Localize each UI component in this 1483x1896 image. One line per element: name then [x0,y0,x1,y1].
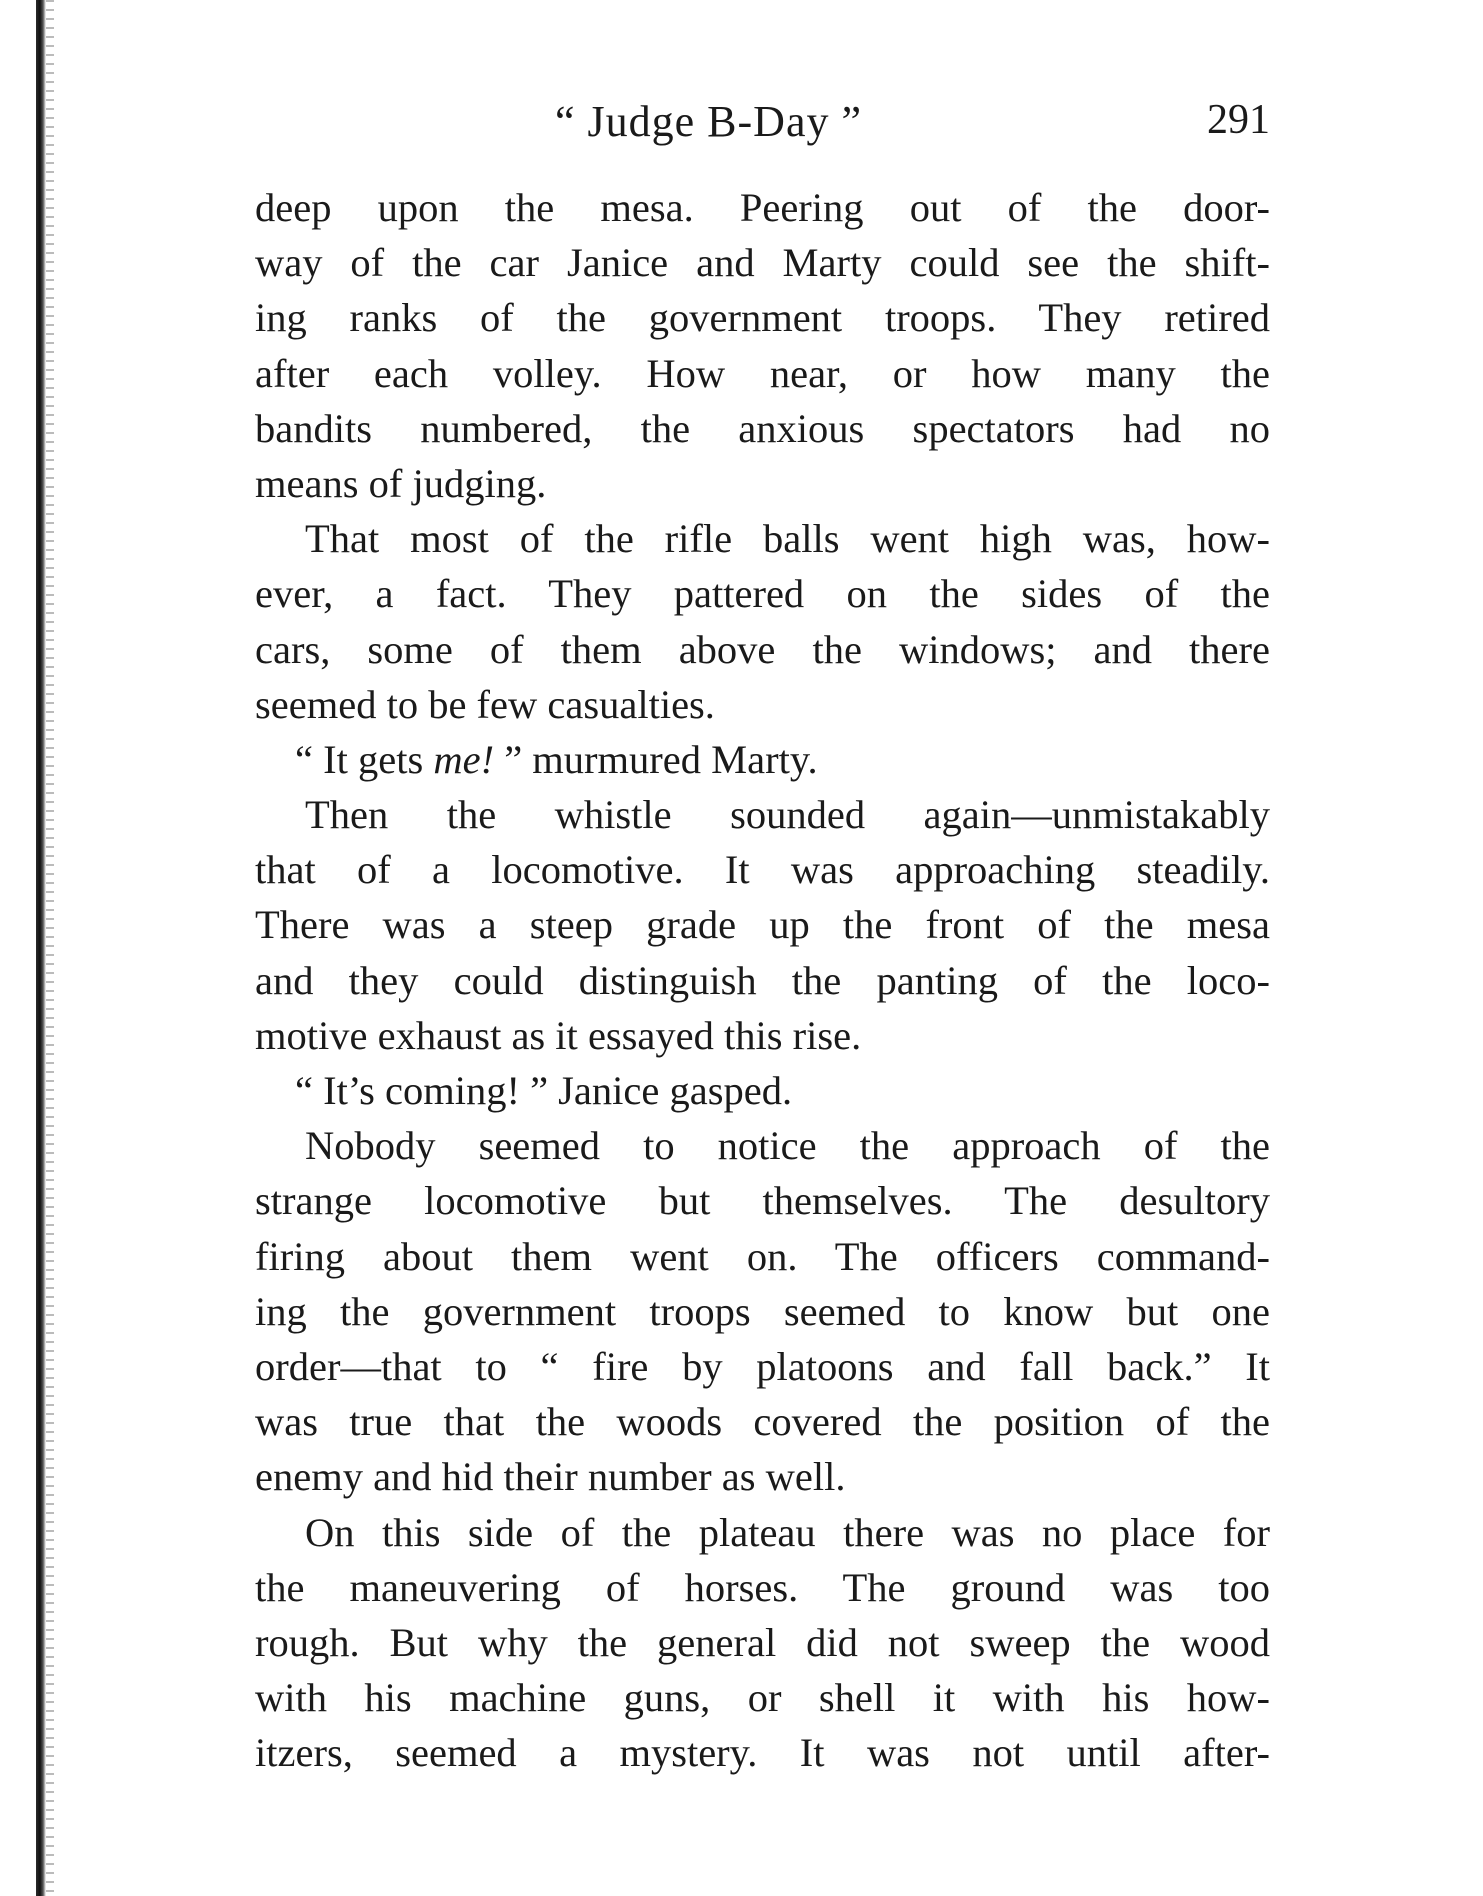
text-line: with his machine guns, or shell it with his how- [255,1675,1270,1721]
text-line: the maneuvering of horses. The ground was too [255,1564,1270,1610]
text-line: firing about them went on. The officers command- [255,1233,1270,1279]
text-line: bandits numbered, the anxious spectators had no [255,405,1270,451]
text-line: motive exhaust as it essayed this rise. [255,1012,862,1058]
text-line: enemy and hid their number as well. [255,1454,846,1500]
text-line: and they could distinguish the panting of the loco- [255,957,1270,1003]
text-line: On this side of the plateau there was no place for [305,1509,1270,1555]
text-line: deep upon the mesa. Peering out of the door- [255,185,1270,230]
text-line: that of a locomotive. It was approaching steadily. [255,847,1270,893]
text-line: was true that the woods covered the position of the [255,1399,1270,1445]
text-line: cars, some of them above the windows; and there [255,626,1270,672]
text-line: means of judging. [255,460,547,506]
text-line: way of the car Janice and Marty could see the shift- [255,240,1270,286]
text-line: There was a steep grade up the front of the mesa [255,902,1270,948]
text-line [255,732,1270,787]
text-line: Nobody seemed to notice the approach of the [305,1123,1270,1169]
quote-end: ” murmured Marty. [494,736,818,782]
text-line: after each volley. How near, or how many the [255,350,1270,396]
paragraph-4 [255,787,1270,1063]
text-line: That most of the rifle balls went high was, how- [305,516,1270,562]
page-binding-texture [46,0,54,1896]
text-line: “ It’s coming! ” Janice gasped. [295,1068,793,1113]
running-title: “ Judge B-Day ” [555,97,863,146]
quote-start: “ It gets [295,736,434,782]
text-line: strange locomotive but themselves. The desultory [255,1178,1270,1224]
emphasis-text: me! [433,736,495,782]
paragraph-3 [255,732,1270,787]
text-line: Then the whistle sounded again—unmistakably [305,792,1270,838]
text-line: seemed to be few casualties. [255,681,715,727]
text-line: ing the government troops seemed to know but one [255,1288,1270,1334]
page-header [255,96,1270,156]
paragraph-2 [255,511,1270,732]
paragraph-7 [255,1505,1270,1781]
text-line: itzers, seemed a mystery. It was not until after- [255,1730,1270,1776]
body-text [255,180,1270,1780]
text-line: rough. But why the general did not sweep the wood [255,1619,1270,1665]
page-number: 291 [1207,97,1270,143]
text-line: ever, a fact. They pattered on the sides of the [255,571,1270,617]
page-binding-edge [36,0,46,1896]
paragraph-5 [255,1063,1270,1118]
text-line: order—that to “ fire by platoons and fall back.” It [255,1343,1270,1389]
paragraph-1 [255,180,1270,511]
text-line: ing ranks of the government troops. They retired [255,295,1270,341]
paragraph-6 [255,1118,1270,1504]
